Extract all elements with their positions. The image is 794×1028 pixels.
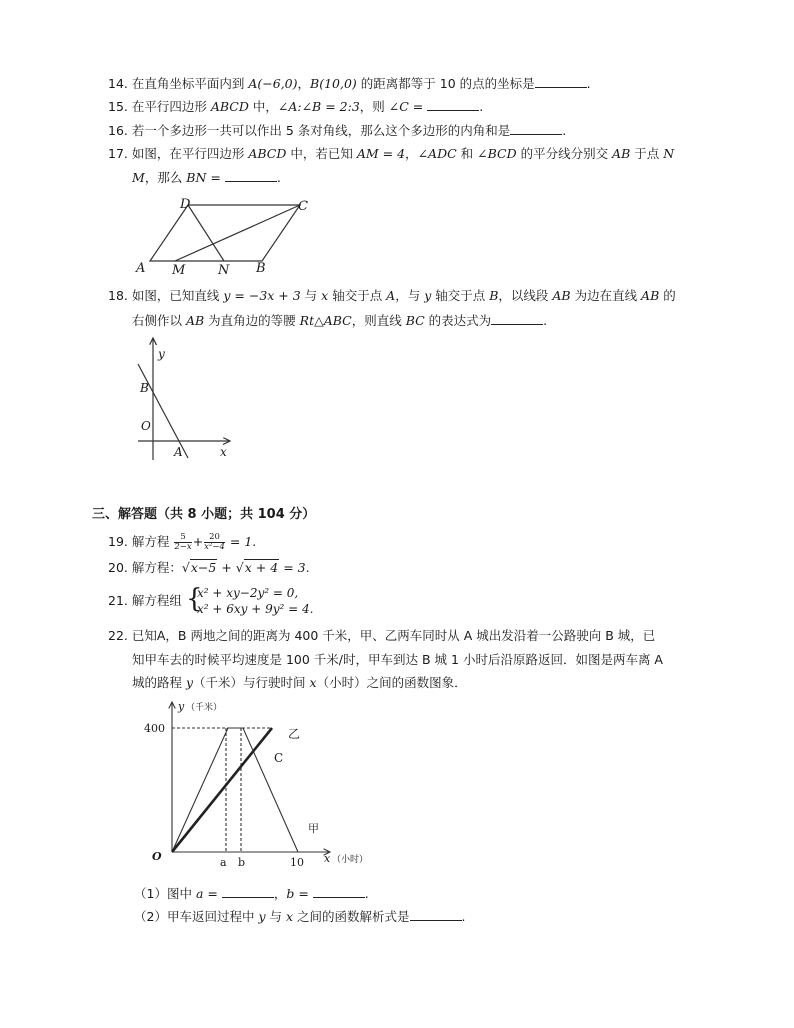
question-17-line-2 xyxy=(132,169,281,186)
label-jia: 甲 xyxy=(308,822,319,835)
question-number: 15. xyxy=(108,99,128,114)
equation-2: x² + 6xy + 9y² = 4. xyxy=(197,602,314,616)
equation-rhs: = 1. xyxy=(229,534,257,549)
sqrt-sign: √ xyxy=(181,560,190,575)
answer-blank-b[interactable] xyxy=(313,885,365,898)
question-text: ，以线段 xyxy=(498,288,553,303)
period: . xyxy=(479,99,484,114)
segment-ab: AB xyxy=(185,313,205,328)
period: . xyxy=(364,886,369,901)
period: . xyxy=(543,313,548,328)
point-n: N xyxy=(663,146,675,161)
question-text: 的 xyxy=(659,288,676,303)
label-x: x xyxy=(220,445,227,459)
question-text: 已知A，B 两地之间的距离为 400 千米，甲、乙两车同时从 A 城出发沿着一公路驶向 B 城，已 xyxy=(131,628,656,643)
question-text: （小时）之间的函数图象． xyxy=(316,675,467,690)
section-heading: 三、解答题（共 8 小题；共 104 分） xyxy=(92,507,316,522)
line-graph-figure xyxy=(134,334,244,462)
segment-ab: AB xyxy=(552,288,571,303)
question-text: ，则直线 xyxy=(351,313,406,328)
var-x: x xyxy=(309,675,317,690)
given-length: AM = 4 xyxy=(356,146,406,161)
fraction-1 xyxy=(174,533,191,552)
question-text: 在直角坐标平面内到 xyxy=(131,76,249,91)
plus-sign: + xyxy=(192,534,204,549)
line-ab xyxy=(138,364,188,458)
question-text: 轴交于点 xyxy=(328,288,387,303)
question-text: 为边在直线 xyxy=(570,288,642,303)
answer-blank[interactable] xyxy=(225,169,277,182)
question-text: 中， xyxy=(248,99,278,114)
question-text: ， xyxy=(405,146,418,161)
segment-ab: AB xyxy=(612,146,631,161)
part-text: 之间的函数解析式是 xyxy=(293,909,410,924)
question-text: 解方程： xyxy=(131,560,182,575)
line-equation: y = −3x + 3 xyxy=(223,288,301,303)
question-text: 城的路程 xyxy=(132,675,186,690)
question-number: 20. xyxy=(108,560,128,575)
label-b: B xyxy=(256,261,266,276)
origin-label: O xyxy=(152,850,162,863)
question-text: 解方程组 xyxy=(131,593,182,608)
period: . xyxy=(461,909,466,924)
point-m: M xyxy=(132,170,145,185)
question-22-line-3 xyxy=(132,675,467,691)
answer-blank[interactable] xyxy=(510,122,562,135)
distance-time-graph xyxy=(140,696,375,872)
parallelogram-abcd xyxy=(150,205,300,261)
point-b: B(10,0) xyxy=(310,76,357,91)
x-axis-unit: （小时） xyxy=(332,855,369,865)
var-x: x xyxy=(321,288,329,303)
var-a: a = xyxy=(195,886,218,901)
period: . xyxy=(562,123,567,138)
question-text: ，那么 xyxy=(144,170,187,185)
label-a: A xyxy=(136,261,146,276)
radicand-2: x + 4 xyxy=(244,560,279,575)
question-text: 与 xyxy=(300,288,322,303)
answer-blank[interactable] xyxy=(427,98,479,111)
label-m: M xyxy=(172,263,186,276)
question-number: 22. xyxy=(108,628,128,643)
point-a: A(−6,0) xyxy=(248,76,298,91)
part-text: 与 xyxy=(265,909,286,924)
equation-rhs: = 3. xyxy=(283,560,310,575)
period: . xyxy=(586,76,591,91)
question-text: ，与 xyxy=(395,288,425,303)
question-22-part-2 xyxy=(134,908,465,925)
question-text: 如图，已知直线 xyxy=(131,288,224,303)
x-axis-label: x xyxy=(324,852,331,865)
line-bc: BC xyxy=(405,313,425,328)
var-y: y xyxy=(258,909,266,924)
angle-ratio: ∠A:∠B = 2:3 xyxy=(277,99,360,114)
question-text: 的表达式为 xyxy=(424,313,492,328)
question-text: 如图，在平行四边形 xyxy=(131,146,249,161)
question-text: 的距离都等于 10 的点的坐标是 xyxy=(356,76,535,91)
question-number: 14. xyxy=(108,76,128,91)
angle-adc: ∠ADC xyxy=(417,146,457,161)
y-tick-400: 400 xyxy=(144,722,165,735)
parallelogram-figure xyxy=(130,192,320,276)
question-number: 17. xyxy=(108,146,128,161)
question-text: 中，若已知 xyxy=(286,146,357,161)
question-22 xyxy=(108,628,655,644)
x-tick-10: 10 xyxy=(290,856,304,869)
point-a: A xyxy=(386,288,396,303)
x-tick-a: a xyxy=(220,856,227,869)
question-18-line-2 xyxy=(132,312,547,329)
answer-blank[interactable] xyxy=(535,75,587,88)
label-n: N xyxy=(218,263,230,276)
denominator: 2−x xyxy=(174,542,192,552)
question-18 xyxy=(108,288,676,304)
question-text: 的平分线分别交 xyxy=(516,146,613,161)
angle-bcd: ∠BCD xyxy=(477,146,517,161)
y-axis-unit: （千米） xyxy=(186,703,223,713)
answer-blank-a[interactable] xyxy=(222,885,274,898)
shape-name: ABCD xyxy=(210,99,249,114)
question-20 xyxy=(108,560,310,576)
point-b: B xyxy=(489,288,499,303)
segment-ab: AB xyxy=(641,288,660,303)
question-21 xyxy=(108,593,182,609)
question-text: 和 xyxy=(456,146,478,161)
label-yi: 乙 xyxy=(288,727,301,741)
part-text: （1）图中 xyxy=(134,886,196,901)
question-15 xyxy=(108,98,483,115)
separator: ， xyxy=(273,886,287,901)
radicand-1: x−5 xyxy=(190,560,217,575)
question-22-part-1 xyxy=(134,885,369,902)
label-c: C xyxy=(274,751,284,765)
label-y: y xyxy=(158,347,165,361)
separator: ， xyxy=(297,76,311,91)
question-22-line-2: 知甲车去的时候平均速度是 100 千米/时，甲车到达 B 城 1 小时后沿原路返回．如图是两车离 A xyxy=(132,652,663,667)
x-tick-b: b xyxy=(238,856,246,869)
question-text: （千米）与行驶时间 xyxy=(193,675,310,690)
triangle-abc: Rt△ABC xyxy=(299,313,352,328)
question-19 xyxy=(108,533,256,552)
question-text: 右侧作以 xyxy=(132,313,186,328)
numerator: 5 xyxy=(174,533,191,543)
question-number: 21. xyxy=(108,593,128,608)
label-a: A xyxy=(174,445,183,459)
question-number: 19. xyxy=(108,534,128,549)
question-text: 解方程 xyxy=(131,534,174,549)
question-number: 18. xyxy=(108,288,128,303)
question-text: 为直角边的等腰 xyxy=(204,313,300,328)
y-axis-label: y xyxy=(178,700,185,713)
system-brace: { xyxy=(186,584,203,614)
question-text: ，则 xyxy=(359,99,389,114)
question-17 xyxy=(108,146,674,162)
label-b: B xyxy=(140,381,149,395)
question-number: 16. xyxy=(108,123,128,138)
shape-name: ABCD xyxy=(248,146,287,161)
period: . xyxy=(276,170,281,185)
sqrt-sign: √ xyxy=(235,560,244,575)
question-text: 若一个多边形一共可以作出 5 条对角线，那么这个多边形的内角和是 xyxy=(131,123,511,138)
target-length: BN = xyxy=(186,170,221,185)
label-d: D xyxy=(180,197,191,212)
part-text: （2）甲车返回过程中 xyxy=(134,909,259,924)
car-yi-path xyxy=(172,728,272,852)
answer-blank[interactable] xyxy=(491,312,543,325)
var-x: x xyxy=(285,909,294,924)
label-o: O xyxy=(141,419,151,433)
denominator: x²−4 xyxy=(204,542,225,552)
fraction-2 xyxy=(204,533,225,552)
plus-sign: + xyxy=(221,560,232,575)
target-angle: ∠C = xyxy=(388,99,424,114)
question-text: 轴交于点 xyxy=(431,288,490,303)
var-y: y xyxy=(185,675,194,690)
question-16 xyxy=(108,122,566,139)
question-text: 在平行四边形 xyxy=(131,99,211,114)
question-14 xyxy=(108,75,591,92)
numerator: 20 xyxy=(204,533,225,543)
answer-blank[interactable] xyxy=(410,908,462,921)
label-c: C xyxy=(298,199,308,214)
car-jia-path xyxy=(172,727,301,852)
question-text: 于点 xyxy=(630,146,664,161)
var-b: b = xyxy=(286,886,309,901)
equation-1: x² + xy−2y² = 0, xyxy=(197,586,299,600)
var-y: y xyxy=(424,288,432,303)
